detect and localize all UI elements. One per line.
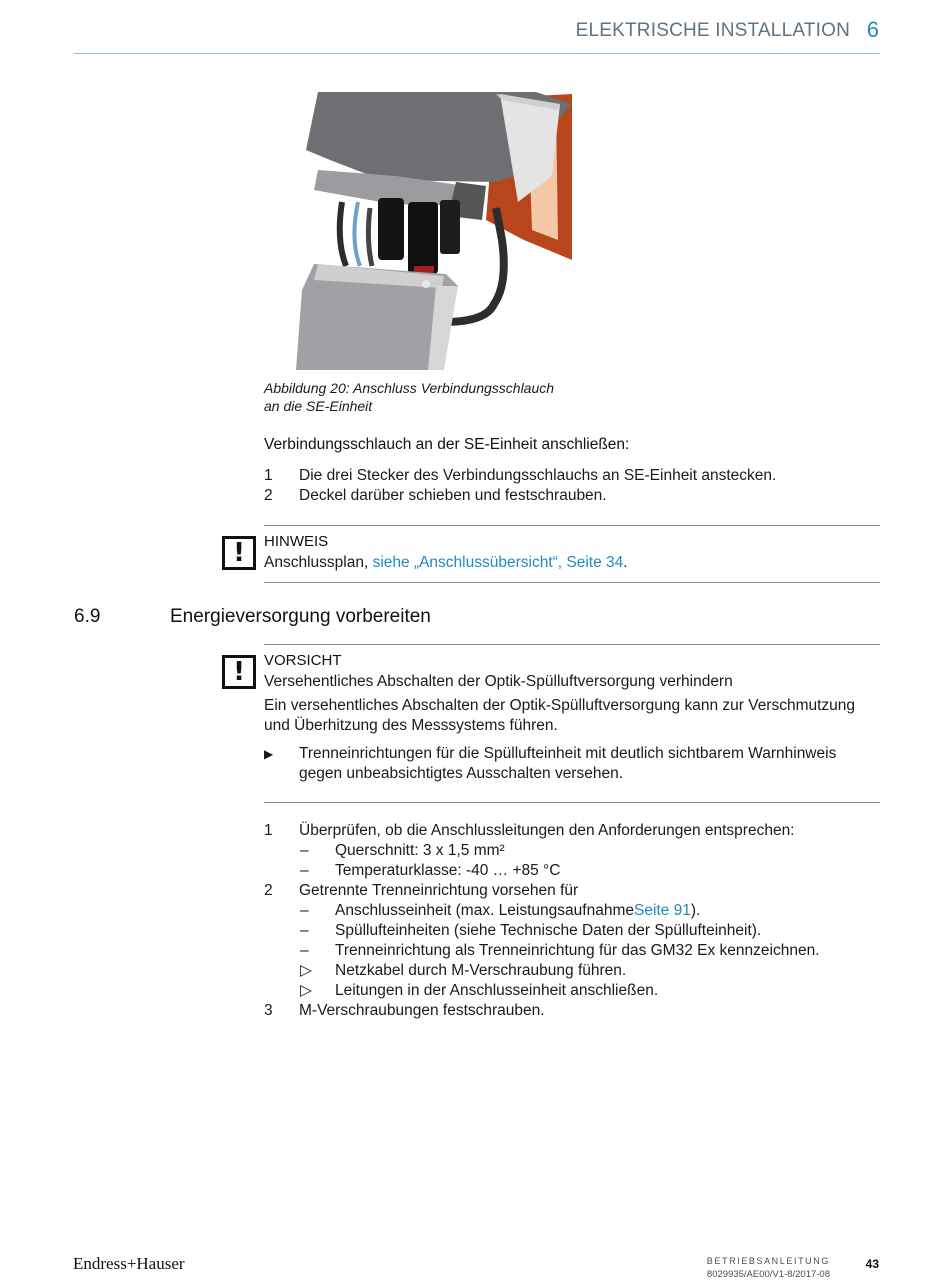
section-title: Energieversorgung vorbereiten: [170, 606, 431, 627]
list-item: 1 Überprüfen, ob die Anschlussleitungen den Anforderungen entsprechen:: [264, 822, 795, 839]
exclamation-icon: !: [222, 655, 256, 689]
sub-list-item: – Trenneinrichtung als Trenneinrichtung für das GM32 Ex kennzeichnen.: [300, 942, 820, 959]
caution-label: VORSICHT: [264, 652, 342, 669]
list-item: 2 Getrennte Trenneinrichtung vorsehen für: [264, 882, 579, 899]
caption-line-2: an die SE-Einheit: [264, 398, 373, 414]
caption-line-1: Abbildung 20: Anschluss Verbindungsschlauch: [264, 380, 555, 396]
result-item: ▷ Netzkabel durch M-Verschraubung führen.: [300, 962, 627, 979]
notice-label: HINWEIS: [264, 533, 329, 550]
notice-text: Anschlussplan, siehe „Anschlussübersicht“, Seite 34.: [264, 554, 628, 571]
chapter-number: 6: [866, 17, 879, 42]
caution-body: Ein versehentliches Abschalten der Optik-Spülluftversorgung kann zur Verschmutzung und Überhitzung des Messsystems führen.: [264, 697, 856, 734]
figure-caption: [264, 379, 554, 415]
procedure-heading: Verbindungsschlauch an der SE-Einheit anschließen:: [264, 436, 630, 453]
sub-list-item: – Querschnitt: 3 x 1,5 mm²: [300, 842, 505, 859]
caution-top-rule: [264, 644, 880, 645]
cross-reference-link[interactable]: siehe „Anschlussübersicht“, Seite 34: [372, 554, 624, 571]
sub-list-item: – Temperaturklasse: -40 … +85 °C: [300, 862, 561, 879]
page-number: 43: [865, 1257, 879, 1271]
caution-title: Versehentliches Abschalten der Optik-Spülluftversorgung verhindern: [264, 673, 733, 690]
notice-top-rule: [264, 525, 880, 526]
document-type: BETRIEBSANLEITUNG: [706, 1256, 830, 1266]
exclamation-icon: !: [222, 536, 256, 570]
sub-list-item: – Anschlusseinheit (max. LeistungsaufnahmeSeite 91).: [300, 902, 701, 919]
notice-bottom-rule: [264, 582, 880, 583]
procedure-list-2: [264, 821, 884, 1025]
result-item: ▷ Leitungen in der Anschlusseinheit anschließen.: [300, 982, 659, 999]
procedure-list-1: [264, 466, 884, 510]
result-triangle-icon: ▷: [300, 982, 312, 999]
list-item: 1 Die drei Stecker des Verbindungsschlauchs an SE-Einheit anstecken.: [264, 467, 777, 484]
page-reference-link[interactable]: Seite 91: [633, 902, 691, 919]
header-divider: [74, 53, 880, 54]
action-arrow-icon: ▶: [264, 747, 274, 761]
document-code: 8029935/AE00/V1-8/2017-08: [706, 1269, 830, 1280]
caution-bottom-rule: [264, 802, 880, 803]
result-triangle-icon: ▷: [300, 962, 312, 979]
sub-list-item: – Spüllufteinheiten (siehe Technische Daten der Spüllufteinheit).: [300, 922, 762, 939]
caution-action: ▶ Trenneinrichtungen für die Spüllufteinheit mit deutlich sichtbarem Warnhinweis gegen unbeabsichtigtes Ausschalten versehen.: [264, 745, 837, 782]
technical-illustration: [296, 90, 572, 370]
list-item: 3 M-Verschraubungen festschrauben.: [264, 1002, 545, 1019]
figure-se-unit-connection: [296, 90, 572, 370]
brand-logo: Endress+Hauser: [73, 1254, 185, 1273]
list-item: 2 Deckel darüber schieben und festschrauben.: [264, 487, 607, 504]
section-number: 6.9: [74, 606, 101, 627]
running-header-title: ELEKTRISCHE INSTALLATION: [575, 20, 850, 41]
